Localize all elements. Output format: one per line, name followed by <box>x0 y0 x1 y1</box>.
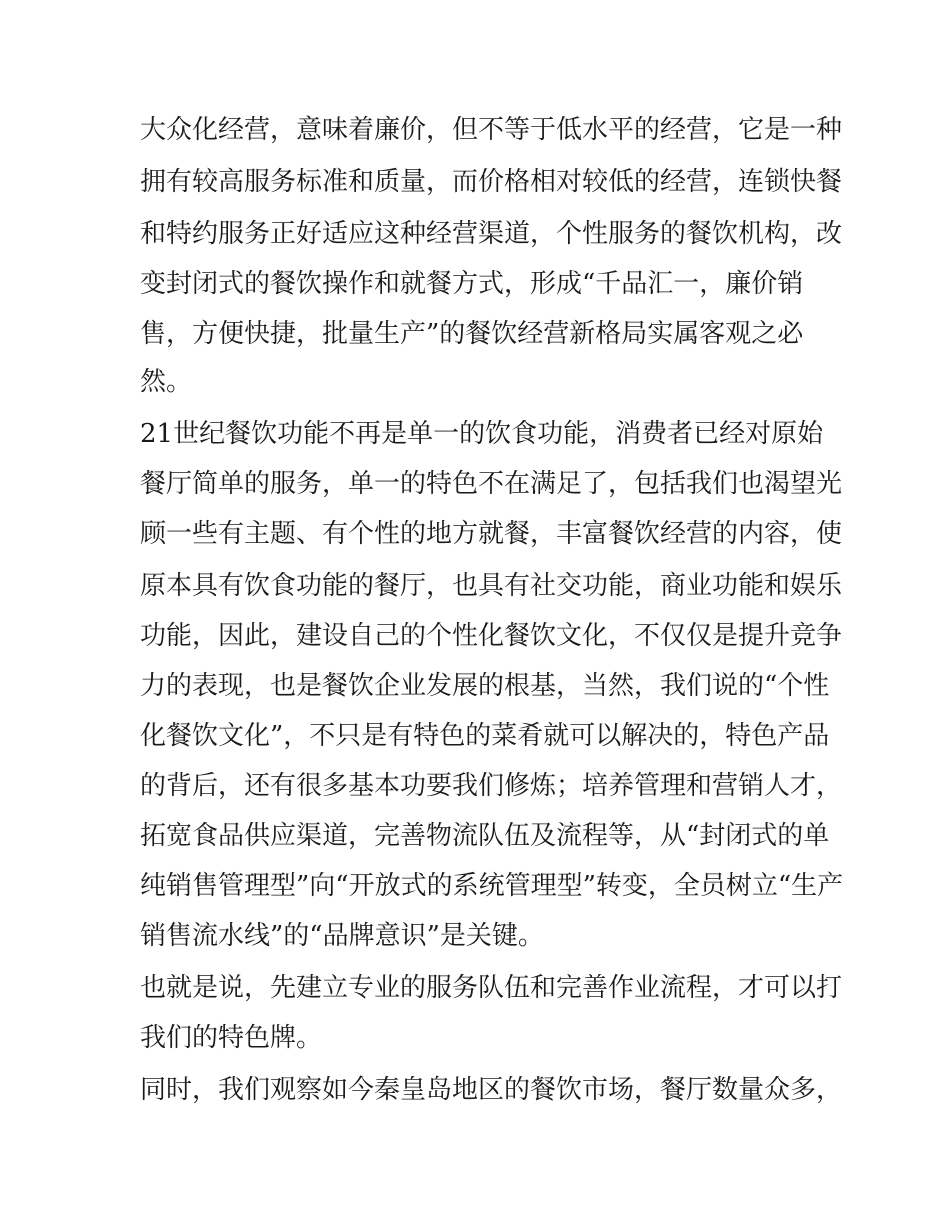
text-line: 大众化经营，意味着廉价，但不等于低水平的经营，它是一种 <box>140 115 843 145</box>
text-line: 拓宽食品供应渠道，完善物流队伍及流程等，从“封闭式的单 <box>140 821 830 851</box>
text-line: 21世纪餐饮功能不再是单一的饮食功能，消费者已经对原始 <box>140 419 824 449</box>
text-line: 化餐饮文化”，不只是有特色的菜肴就可以解决的，特色产品 <box>140 721 830 751</box>
text-line: 原本具有饮食功能的餐厅，也具有社交功能，商业功能和娱乐 <box>140 571 843 601</box>
text-line: 然。 <box>140 367 193 397</box>
text-line: 力的表现，也是餐饮企业发展的根基，当然，我们说的“个性 <box>140 671 830 701</box>
text-line: 也就是说，先建立专业的服务队伍和完善作业流程，才可以打 <box>140 973 843 1003</box>
text-line: 变封闭式的餐饮操作和就餐方式，形成“千品汇一，廉价销 <box>140 269 804 299</box>
text-line: 的背后，还有很多基本功要我们修炼；培养管理和营销人才， <box>140 771 843 801</box>
text-line: 餐厅简单的服务，单一的特色不在满足了，包括我们也渴望光 <box>140 469 843 499</box>
text-line: 纯销售管理型”向“开放式的系统管理型”转变，全员树立“生产 <box>140 871 844 901</box>
text-line: 顾一些有主题、有个性的地方就餐，丰富餐饮经营的内容，使 <box>140 519 843 549</box>
text-line: 销售流水线”的“品牌意识”是关键。 <box>140 921 544 951</box>
text-line: 我们的特色牌。 <box>140 1023 323 1053</box>
text-line: 同时，我们观察如今秦皇岛地区的餐饮市场，餐厅数量众多， <box>140 1075 843 1105</box>
text-line: 售，方便快捷，批量生产”的餐饮经营新格局实属客观之必 <box>140 319 804 349</box>
text-line: 和特约服务正好适应这种经营渠道，个性服务的餐饮机构，改 <box>140 219 843 249</box>
text-line: 拥有较高服务标准和质量，而价格相对较低的经营，连锁快餐 <box>140 167 843 197</box>
text-line: 功能，因此，建设自己的个性化餐饮文化，不仅仅是提升竞争 <box>140 621 843 651</box>
